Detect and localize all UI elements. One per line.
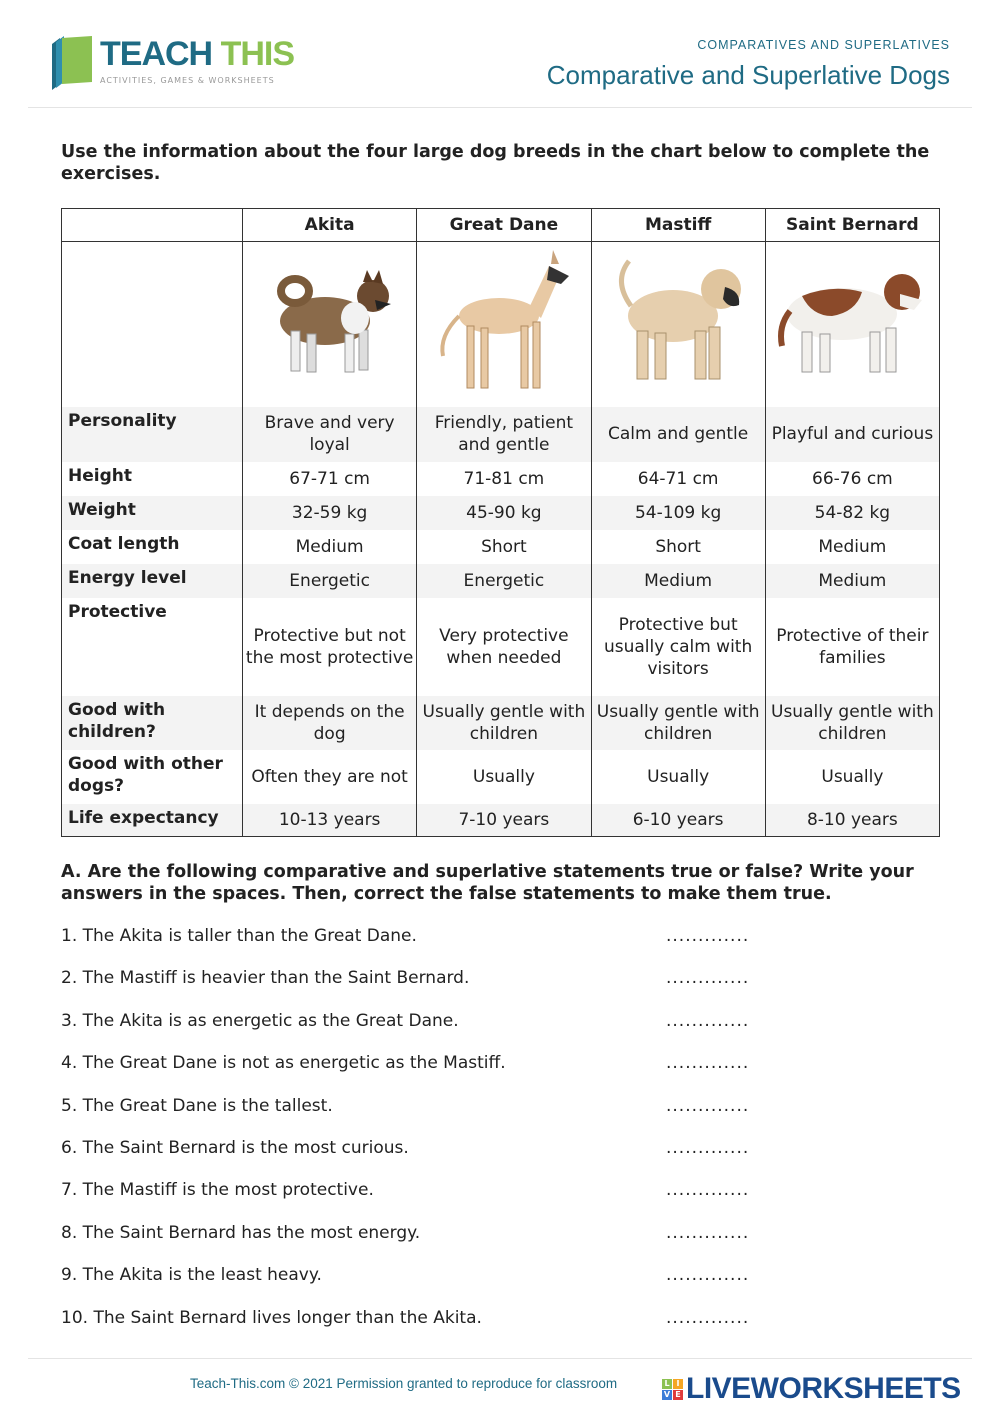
row-label: Coat length [62, 530, 243, 564]
answer-blank[interactable]: ............. [666, 1095, 750, 1116]
live-badge-icon [662, 1379, 683, 1400]
mastiff-dog-image [603, 251, 753, 391]
akita-dog-image [255, 256, 405, 386]
answer-blank[interactable]: ............. [666, 1265, 750, 1286]
answer-blank[interactable]: ............. [666, 1180, 750, 1201]
logo-teach: TEACH [100, 35, 213, 73]
breed-header: Mastiff [591, 209, 765, 242]
statement-text: 10. The Saint Bernard lives longer than the Akita. [61, 1307, 482, 1328]
answer-blank[interactable]: ............. [666, 1222, 750, 1243]
statement-item [61, 1137, 941, 1179]
cell-value: Protective of their families [765, 598, 939, 696]
statement-text: 9. The Akita is the least heavy. [61, 1265, 322, 1286]
cell-value: Protective but not the most protective [243, 598, 417, 696]
logo-this: THIS [220, 35, 295, 73]
cell-value: Brave and very loyal [243, 407, 417, 462]
statement-item [61, 1264, 941, 1306]
breed-header: Saint Bernard [765, 209, 939, 242]
liveworksheets-text: LIVEWORKSHEETS [686, 1372, 961, 1405]
table-row [62, 530, 940, 564]
cell-value: Medium [765, 564, 939, 598]
cell-value: Often they are not [243, 750, 417, 804]
cell-value: 54-109 kg [591, 496, 765, 530]
cell-value: Friendly, patient and gentle [417, 407, 591, 462]
cell-value: 66-76 cm [765, 462, 939, 496]
cell-value: 45-90 kg [417, 496, 591, 530]
statement-text: 2. The Mastiff is heavier than the Saint Bernard. [61, 968, 470, 989]
cell-value: Usually [591, 750, 765, 804]
statement-text: 6. The Saint Bernard is the most curious. [61, 1137, 409, 1158]
answer-blank[interactable]: ............. [666, 1010, 750, 1031]
statement-item [61, 1307, 941, 1349]
table-row [62, 696, 940, 750]
table-row [62, 804, 940, 837]
statement-item [61, 1052, 941, 1094]
cell-value: Short [417, 530, 591, 564]
dog-breeds-table [61, 208, 940, 837]
row-label: Weight [62, 496, 243, 530]
logo-tagline: ACTIVITIES, GAMES & WORKSHEETS [100, 76, 275, 85]
statement-item [61, 1010, 941, 1052]
table-row [62, 564, 940, 598]
cell-value: Usually gentle with children [765, 696, 939, 750]
badge-letter: I [673, 1379, 683, 1389]
table-row [62, 750, 940, 804]
statement-text: 3. The Akita is as energetic as the Great Dane. [61, 1010, 459, 1031]
statement-text: 8. The Saint Bernard has the most energy. [61, 1222, 421, 1243]
row-label: Life expectancy [62, 804, 243, 837]
cell-value: Very protective when needed [417, 598, 591, 696]
table-row [62, 598, 940, 696]
cell-value: 67-71 cm [243, 462, 417, 496]
cell-value: 7-10 years [417, 804, 591, 837]
answer-blank[interactable]: ............. [666, 1053, 750, 1074]
cell-value: Energetic [243, 564, 417, 598]
footer-divider [28, 1358, 972, 1359]
row-label: Height [62, 462, 243, 496]
answer-blank[interactable]: ............. [666, 968, 750, 989]
cell-value: Medium [243, 530, 417, 564]
statement-item [61, 925, 941, 967]
row-label: Good with children? [62, 696, 243, 750]
row-label: Personality [62, 407, 243, 462]
cell-value: 6-10 years [591, 804, 765, 837]
breed-header: Great Dane [417, 209, 591, 242]
cell-value: 64-71 cm [591, 462, 765, 496]
cell-value: Medium [765, 530, 939, 564]
badge-letter: L [662, 1379, 672, 1389]
intro-text: Use the information about the four large dog breeds in the chart below to complete the exercises. [61, 142, 930, 184]
cell-value: 32-59 kg [243, 496, 417, 530]
liveworksheets-logo [662, 1372, 961, 1406]
saint-bernard-dog-image [772, 256, 932, 386]
statement-item [61, 1095, 941, 1137]
breed-header: Akita [243, 209, 417, 242]
cell-value: Energetic [417, 564, 591, 598]
great-dane-dog-image [429, 246, 579, 396]
cell-value: 10-13 years [243, 804, 417, 837]
table-row [62, 407, 940, 462]
main-content [61, 208, 951, 1349]
cell-value: Usually [417, 750, 591, 804]
cell-value: Medium [591, 564, 765, 598]
table-row [62, 462, 940, 496]
cell-value: Usually gentle with children [591, 696, 765, 750]
cell-value: 8-10 years [765, 804, 939, 837]
cell-value: Usually gentle with children [417, 696, 591, 750]
statement-text: 5. The Great Dane is the tallest. [61, 1095, 333, 1116]
statement-item [61, 1179, 941, 1221]
cell-value: Calm and gentle [591, 407, 765, 462]
cell-value: 54-82 kg [765, 496, 939, 530]
answer-blank[interactable]: ............. [666, 1137, 750, 1158]
statement-item [61, 1222, 941, 1264]
cell-value: Short [591, 530, 765, 564]
cell-value: It depends on the dog [243, 696, 417, 750]
cell-value: Protective but usually calm with visitors [591, 598, 765, 696]
cell-value: Usually [765, 750, 939, 804]
cell-value: Playful and curious [765, 407, 939, 462]
table-row [62, 496, 940, 530]
statement-text: 1. The Akita is taller than the Great Dane. [61, 926, 417, 946]
cell-value: 71-81 cm [417, 462, 591, 496]
exercise-a-instructions: A. Are the following comparative and superlative statements true or false? Write your answers in the spaces. Then, correct the false statements to make them true. [61, 862, 914, 904]
topic-kicker: COMPARATIVES AND SUPERLATIVES [697, 38, 950, 52]
teach-this-logo [46, 34, 294, 92]
answer-blank[interactable]: ............. [666, 1307, 750, 1328]
footer-copyright: Teach-This.com © 2021 Permission granted to reproduce for classroom [190, 1376, 618, 1391]
badge-letter: V [663, 1389, 671, 1399]
corner-cell [62, 209, 243, 242]
row-label: Protective [62, 598, 243, 696]
statement-text: 4. The Great Dane is not as energetic as the Mastiff. [61, 1053, 506, 1074]
statement-item [61, 967, 941, 1009]
page-title: Comparative and Superlative Dogs [546, 60, 950, 90]
row-label: Good with other dogs? [62, 750, 243, 804]
row-label: Energy level [62, 564, 243, 598]
statement-text: 7. The Mastiff is the most protective. [61, 1180, 374, 1201]
header-divider [28, 107, 972, 108]
answer-blank[interactable]: ............. [666, 926, 750, 946]
book-icon [46, 34, 96, 92]
badge-letter: E [673, 1390, 683, 1400]
